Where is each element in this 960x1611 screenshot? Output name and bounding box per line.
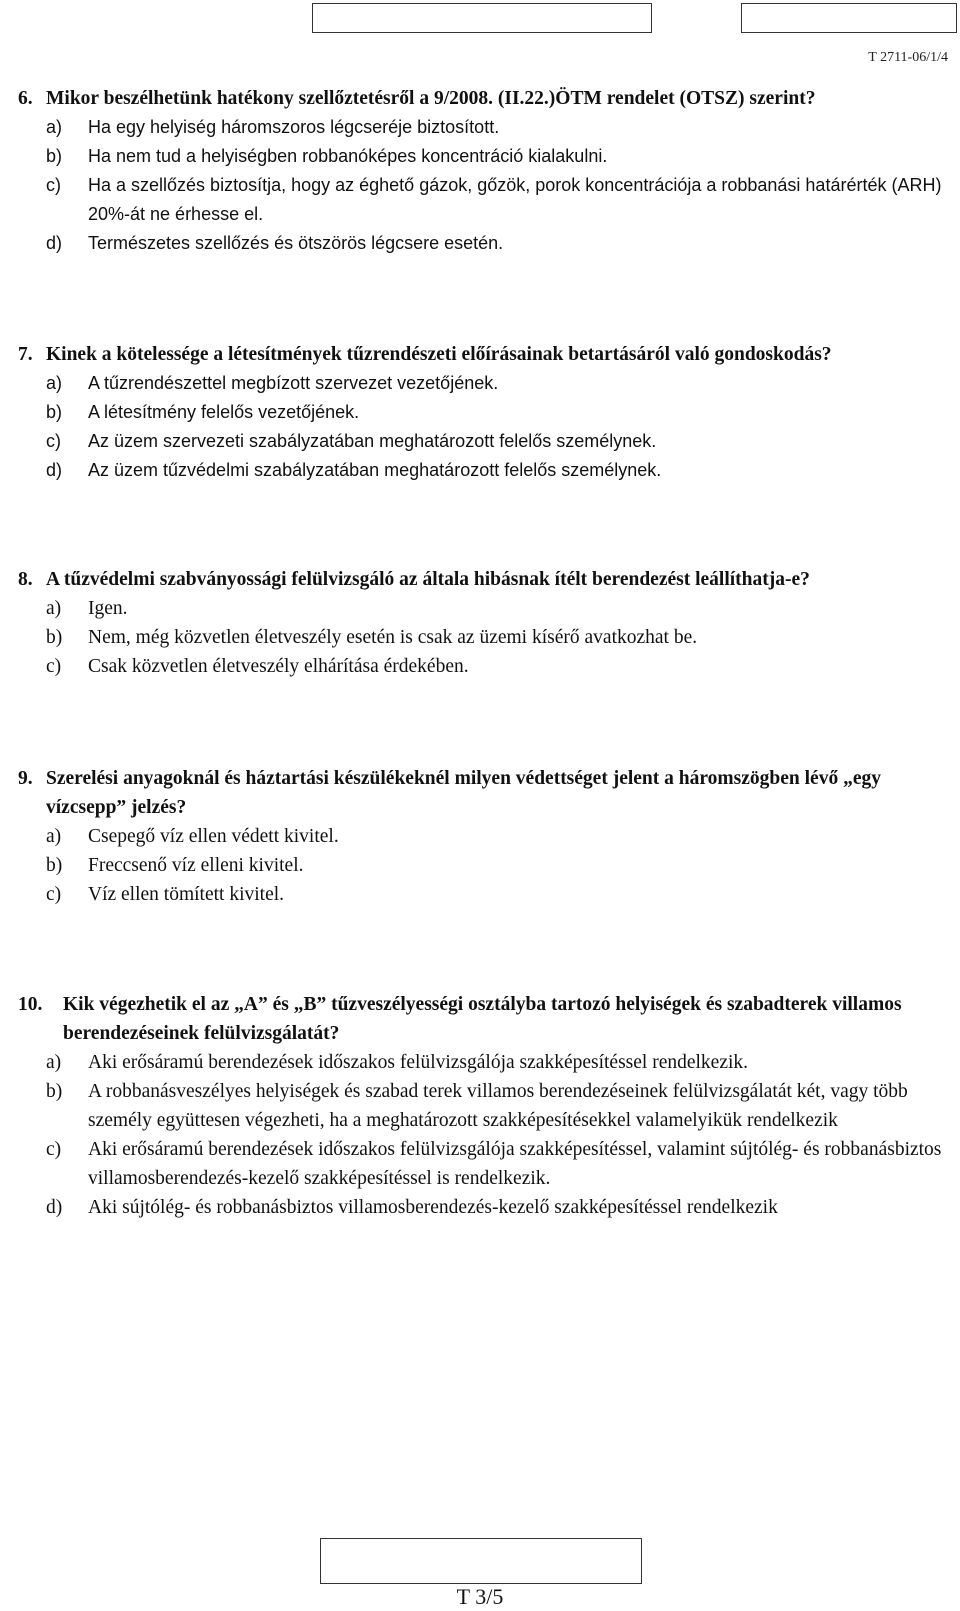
question-number: 7.: [18, 344, 33, 365]
answer-option: d) Aki sújtólég- és robbanásbiztos villamosberendezés-kezelő szakképesítéssel rendelkezik: [46, 1197, 778, 1218]
answer-option: b) Nem, még közvetlen életveszély esetén is csak az üzemi kísérő avatkozhat be.: [46, 627, 698, 648]
answer-option: c) Csak közvetlen életveszély elhárítása érdekében.: [46, 656, 469, 677]
question-text: Kik végezhetik el az „A” és „B” tűzveszélyességi osztályba tartozó helyiségek és szabadterek villamos berendezéseinek felülvizsgálatát?: [63, 994, 902, 1044]
answer-option: b) Freccsenő víz elleni kivitel.: [46, 855, 304, 876]
answer-option: b) Ha nem tud a helyiségben robbanóképes koncentráció kialakulni.: [46, 146, 608, 166]
footer-box: [320, 1538, 642, 1584]
answer-option: c) Az üzem szervezeti szabályzatában meghatározott felelős személynek.: [46, 431, 657, 451]
question-number: 9.: [18, 768, 33, 789]
question-7: [18, 340, 948, 485]
question-8: [18, 565, 948, 681]
answer-option: c) Aki erősáramú berendezések időszakos felülvizsgálója szakképesítéssel, valamint sújtólég- és robbanásbiztos villamosberendezés-kezelő szakképesítéssel is rendelkezik.: [46, 1139, 942, 1189]
answer-option: a) Igen.: [46, 598, 128, 619]
question-text: A tűzvédelmi szabványossági felülvizsgáló az általa hibásnak ítélt berendezést leállíthatja-e?: [46, 569, 810, 590]
question-number: 10.: [18, 994, 43, 1015]
answer-option: b) A robbanásveszélyes helyiségek és szabad terek villamos berendezéseinek felülvizsgálatát két, vagy több személy együttesen végezheti, ha a meghatározott szakképesítésekkel valamelyikük rendelkezik: [46, 1081, 908, 1131]
answer-option: c) Víz ellen tömített kivitel.: [46, 884, 285, 905]
question-number: 6.: [18, 88, 33, 109]
question-text: Kinek a kötelessége a létesítmények tűzrendészeti előírásainak betartásáról való gondoskodás?: [46, 344, 832, 365]
document-code: T 2711-06/1/4: [868, 50, 948, 65]
question-text: Mikor beszélhetünk hatékony szellőztetésről a 9/2008. (II.22.)ÖTM rendelet (OTSZ) szerint?: [46, 88, 816, 109]
answer-option: a) Aki erősáramú berendezések időszakos felülvizsgálója szakképesítéssel rendelkezik.: [46, 1052, 749, 1073]
question-9: [18, 764, 948, 909]
question-text: Szerelési anyagoknál és háztartási készülékeknél milyen védettséget jelent a háromszögben lévő „egy vízcsepp” jelzés?: [46, 768, 881, 818]
page-number: T 3/5: [456, 1584, 504, 1609]
question-10: [18, 990, 948, 1222]
answer-option: b) A létesítmény felelős vezetőjének.: [46, 402, 360, 422]
answer-option: a) A tűzrendészettel megbízott szervezet vezetőjének.: [46, 373, 499, 393]
header-box-left: [312, 3, 652, 33]
header-box-right: [741, 3, 957, 33]
answer-option: a) Csepegő víz ellen védett kivitel.: [46, 826, 339, 847]
answer-option: d) Az üzem tűzvédelmi szabályzatában meghatározott felelős személynek.: [46, 460, 662, 480]
answer-option: c) Ha a szellőzés biztosítja, hogy az éghető gázok, gőzök, porok koncentrációja a robbanási határérték (ARH) 20%-át ne érhesse el.: [46, 175, 942, 224]
answer-option: a) Ha egy helyiség háromszoros légcseréje biztosított.: [46, 117, 500, 137]
answer-option: d) Természetes szellőzés és ötszörös légcsere esetén.: [46, 233, 504, 253]
question-number: 8.: [18, 569, 33, 590]
question-6: [18, 84, 948, 258]
